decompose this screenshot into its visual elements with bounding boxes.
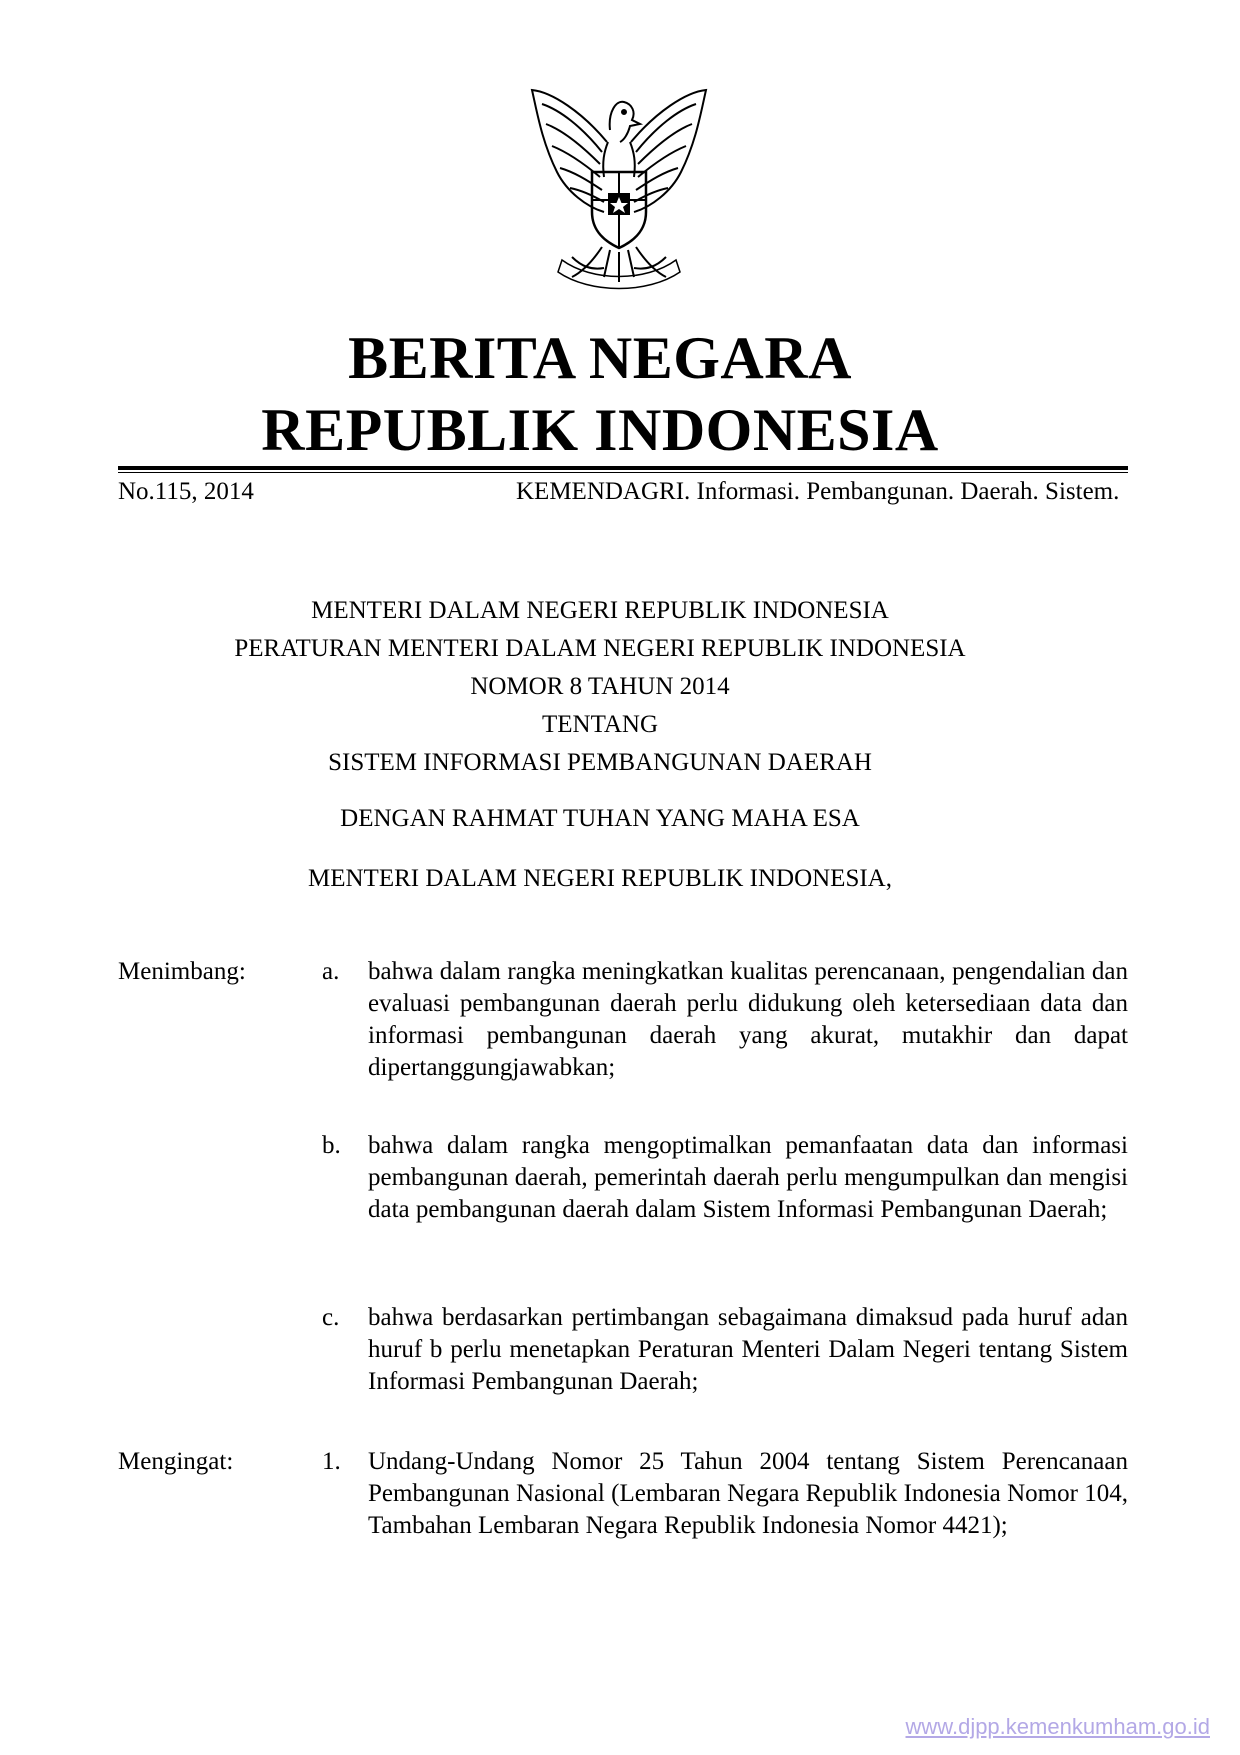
gazette-title-line1: BERITA NEGARA	[348, 325, 852, 391]
heading-regulation: PERATURAN MENTERI DALAM NEGERI REPUBLIK INDONESIA	[234, 635, 966, 662]
menimbang-item-a: bahwa dalam rangka meningkatkan kualitas perencanaan, pengendalian dan evaluasi pembangunan daerah perlu didukung oleh ketersediaan data dan informasi pembangunan daerah yang akurat, mutakhir dan dapat dipertanggungjawabkan;	[368, 958, 1128, 1081]
heading-minister: MENTERI DALAM NEGERI REPUBLIK INDONESIA	[311, 597, 889, 624]
mengingat-marker-1: 1.	[322, 1448, 341, 1475]
heading-subject: SISTEM INFORMASI PEMBANGUNAN DAERAH	[328, 749, 872, 776]
title-rule-thick	[118, 466, 1128, 470]
menimbang-marker-a: a.	[322, 958, 340, 985]
menimbang-item-b: bahwa dalam rangka mengoptimalkan pemanfaatan data dan informasi pembangunan daerah, pemerintah daerah perlu mengumpulkan dan mengisi data pembangunan daerah dalam Sistem Informasi Pembangunan Daerah;	[368, 1132, 1128, 1223]
title-rule-thin	[118, 472, 1128, 473]
mengingat-item-1: Undang-Undang Nomor 25 Tahun 2004 tentang Sistem Perencanaan Pembangunan Nasional (Lembaran Negara Republik Indonesia Nomor 104, Tambahan Lembaran Negara Republik Indonesia Nomor 4421);	[368, 1448, 1128, 1539]
footer-website-link[interactable]: www.djpp.kemenkumham.go.id	[905, 1714, 1210, 1739]
gazette-title-line2: REPUBLIK INDONESIA	[261, 397, 939, 463]
menimbang-label: Menimbang:	[118, 958, 246, 985]
menimbang-marker-b: b.	[322, 1132, 341, 1159]
garuda-emblem-icon	[512, 82, 726, 302]
heading-number: NOMOR 8 TAHUN 2014	[470, 673, 730, 700]
heading-invocation: DENGAN RAHMAT TUHAN YANG MAHA ESA	[340, 805, 860, 832]
heading-about: TENTANG	[541, 711, 659, 738]
gazette-number: No.115, 2014	[118, 478, 254, 505]
gazette-keywords: KEMENDAGRI. Informasi. Pembangunan. Daerah. Sistem.	[516, 478, 1120, 505]
mengingat-label: Mengingat:	[118, 1448, 234, 1475]
heading-minister-signature: MENTERI DALAM NEGERI REPUBLIK INDONESIA,	[308, 865, 892, 892]
menimbang-marker-c: c.	[322, 1304, 340, 1331]
menimbang-item-c: bahwa berdasarkan pertimbangan sebagaimana dimaksud pada huruf adan huruf b perlu menetapkan Peraturan Menteri Dalam Negeri tentang Sistem Informasi Pembangunan Daerah;	[368, 1304, 1128, 1395]
